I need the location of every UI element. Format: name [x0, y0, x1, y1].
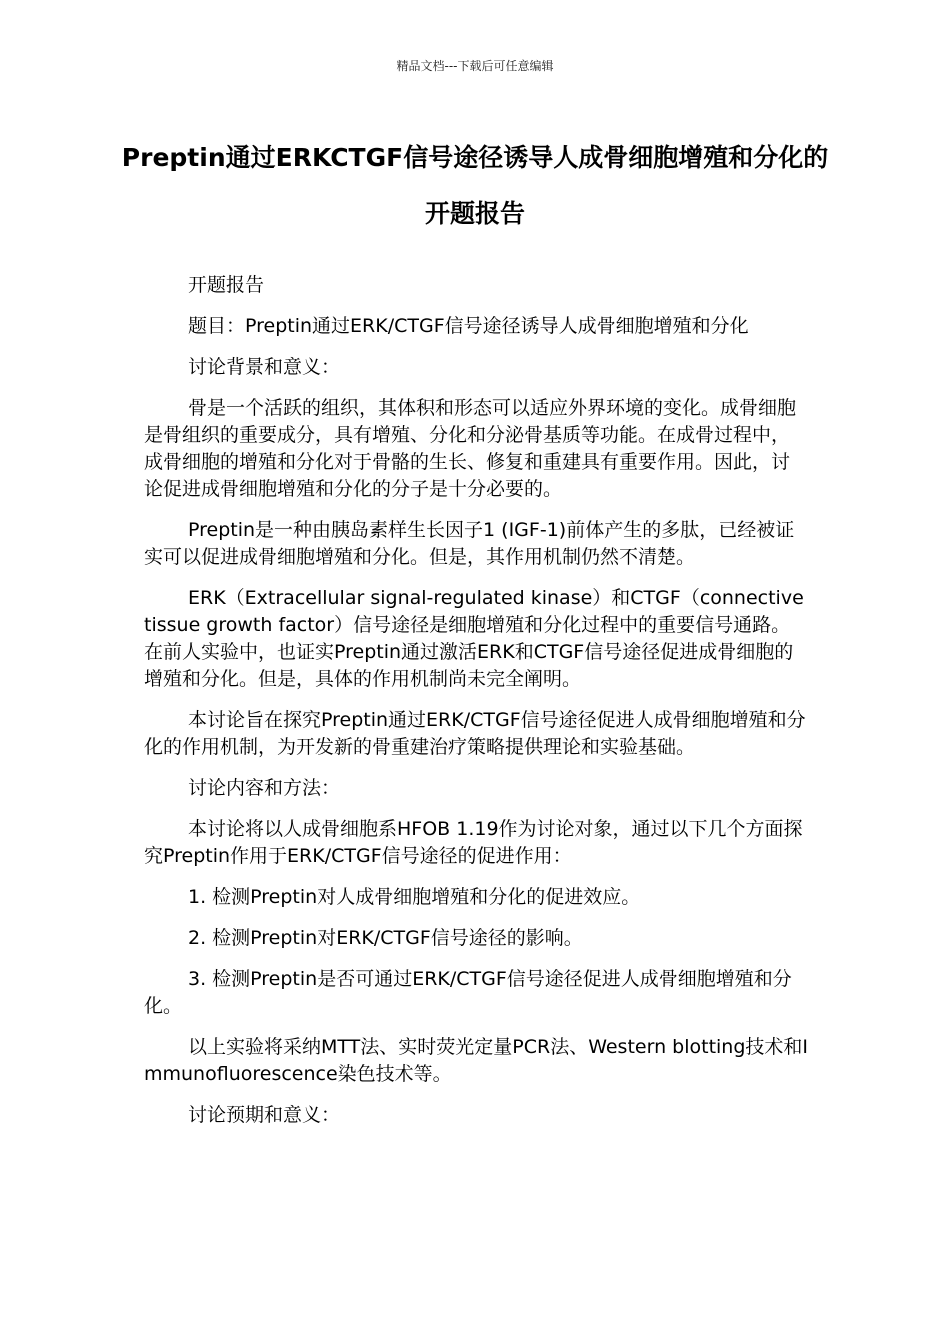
paragraph-topic: 题目：Preptin通过ERK/CTGF信号途径诱导人成骨细胞增殖和分化: [188, 315, 749, 337]
section-heading-expectations: 讨论预期和意义：: [188, 1104, 341, 1126]
document-title: Preptin通过ERKCTGF信号途径诱导人成骨细胞增殖和分化的开题报告: [121, 143, 829, 228]
paragraph-methods-intro: 本讨论将以人成骨细胞系HFOB 1.19作为讨论对象，通过以下几个方面探究Preptin作用于ERK/CTGF信号途径的促进作用：: [144, 818, 803, 867]
page-header: 精品文档---下载后可任意编辑: [396, 59, 554, 73]
paragraph-erk-ctgf: ERK（Extracellular signal-regulated kinase）和CTGF（connective tissue growth factor）信号途径是细胞增殖和分化过程中的重要信号通路。在前人实验中，也证实Preptin通过激活ERK和CTGF信号途径促进成骨细胞的增殖和分化。但是，具体的作用机制尚未完全阐明。: [144, 587, 804, 690]
list-item-3: 3. 检测Preptin是否可通过ERK/CTGF信号途径促进人成骨细胞增殖和分化。: [144, 968, 792, 1017]
paragraph-techniques: 以上实验将采纳MTT法、实时荧光定量PCR法、Western blotting技术和Immunofluorescence染色技术等。: [144, 1036, 809, 1085]
section-heading-methods: 讨论内容和方法：: [188, 777, 341, 799]
paragraph-report-label: 开题报告: [188, 274, 265, 296]
section-heading-background: 讨论背景和意义：: [188, 356, 341, 378]
list-item-2: 2. 检测Preptin对ERK/CTGF信号途径的影响。: [188, 927, 583, 949]
paragraph-preptin-intro: Preptin是一种由胰岛素样生长因子1 (IGF-1)前体产生的多肽，已经被证实可以促进成骨细胞增殖和分化。但是，其作用机制仍然不清楚。: [144, 519, 795, 568]
document-body: [144, 272, 808, 1143]
paragraph-bone-tissue: 骨是一个活跃的组织，其体积和形态可以适应外界环境的变化。成骨细胞是骨组织的重要成分，具有增殖、分化和分泌骨基质等功能。在成骨过程中，成骨细胞的增殖和分化对于骨骼的生长、修复和重建具有重要作用。因此，讨论促进成骨细胞增殖和分化的分子是十分必要的。: [144, 397, 797, 500]
list-item-1: 1. 检测Preptin对人成骨细胞增殖和分化的促进效应。: [188, 886, 641, 908]
paragraph-study-aim: 本讨论旨在探究Preptin通过ERK/CTGF信号途径促进人成骨细胞增殖和分化的作用机制，为开发新的骨重建治疗策略提供理论和实验基础。: [144, 709, 806, 758]
